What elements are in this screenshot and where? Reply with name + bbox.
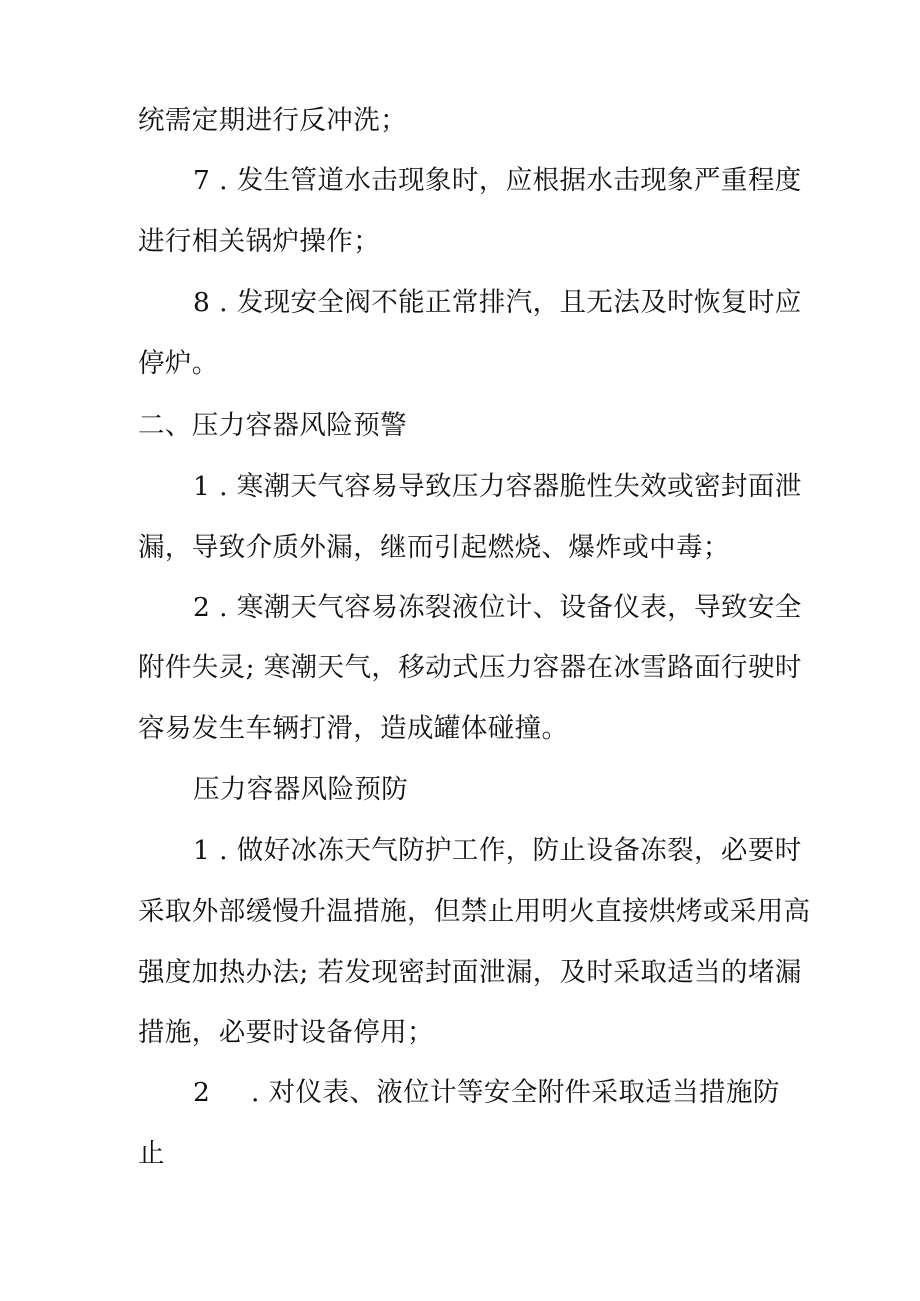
text-line-13: 1 . 做好冰冻天气防护工作，防止设备冻裂，必要时 — [193, 835, 802, 866]
section-heading-risk-warning: 二、压力容器风险预警 — [138, 410, 407, 441]
item-text-2: . 对仪表、液位计等安全附件采取适当措施防 — [251, 1077, 780, 1108]
text-line-9: 2 . 寒潮天气容易冻裂液位计、设备仪表，导致安全 — [193, 592, 802, 623]
text-line-7: 1 . 寒潮天气容易导致压力容器脆性失效或密封面泄 — [193, 471, 802, 502]
text-line-15: 强度加热办法; 若发现密封面泄漏，及时采取适当的堵漏 — [138, 957, 802, 988]
section-heading-risk-prevention: 压力容器风险预防 — [193, 774, 409, 805]
item-number-2: 2 — [193, 1077, 211, 1108]
text-line-4: 8 . 发现安全阀不能正常排汽，且无法及时恢复时应 — [193, 287, 802, 318]
text-line-2: 7 . 发生管道水击现象时，应根据水击现象严重程度 — [193, 165, 802, 196]
text-line-11: 容易发生车辆打滑，造成罐体碰撞。 — [138, 713, 569, 744]
text-line-8: 漏，导致介质外漏，继而引起燃烧、爆炸或中毒； — [138, 532, 730, 563]
text-line-16: 措施，必要时设备停用； — [138, 1017, 434, 1048]
text-line-14: 采取外部缓慢升温措施，但禁止用明火直接烘烤或采用高 — [138, 896, 811, 927]
text-line-18: 止 — [138, 1138, 165, 1169]
text-line-17 — [193, 1076, 780, 1110]
text-line-1: 统需定期进行反冲洗； — [138, 105, 407, 136]
text-line-3: 进行相关锅炉操作； — [138, 226, 381, 257]
text-line-5: 停炉。 — [138, 348, 219, 379]
text-line-10: 附件失灵; 寒潮天气，移动式压力容器在冰雪路面行驶时 — [138, 652, 802, 683]
